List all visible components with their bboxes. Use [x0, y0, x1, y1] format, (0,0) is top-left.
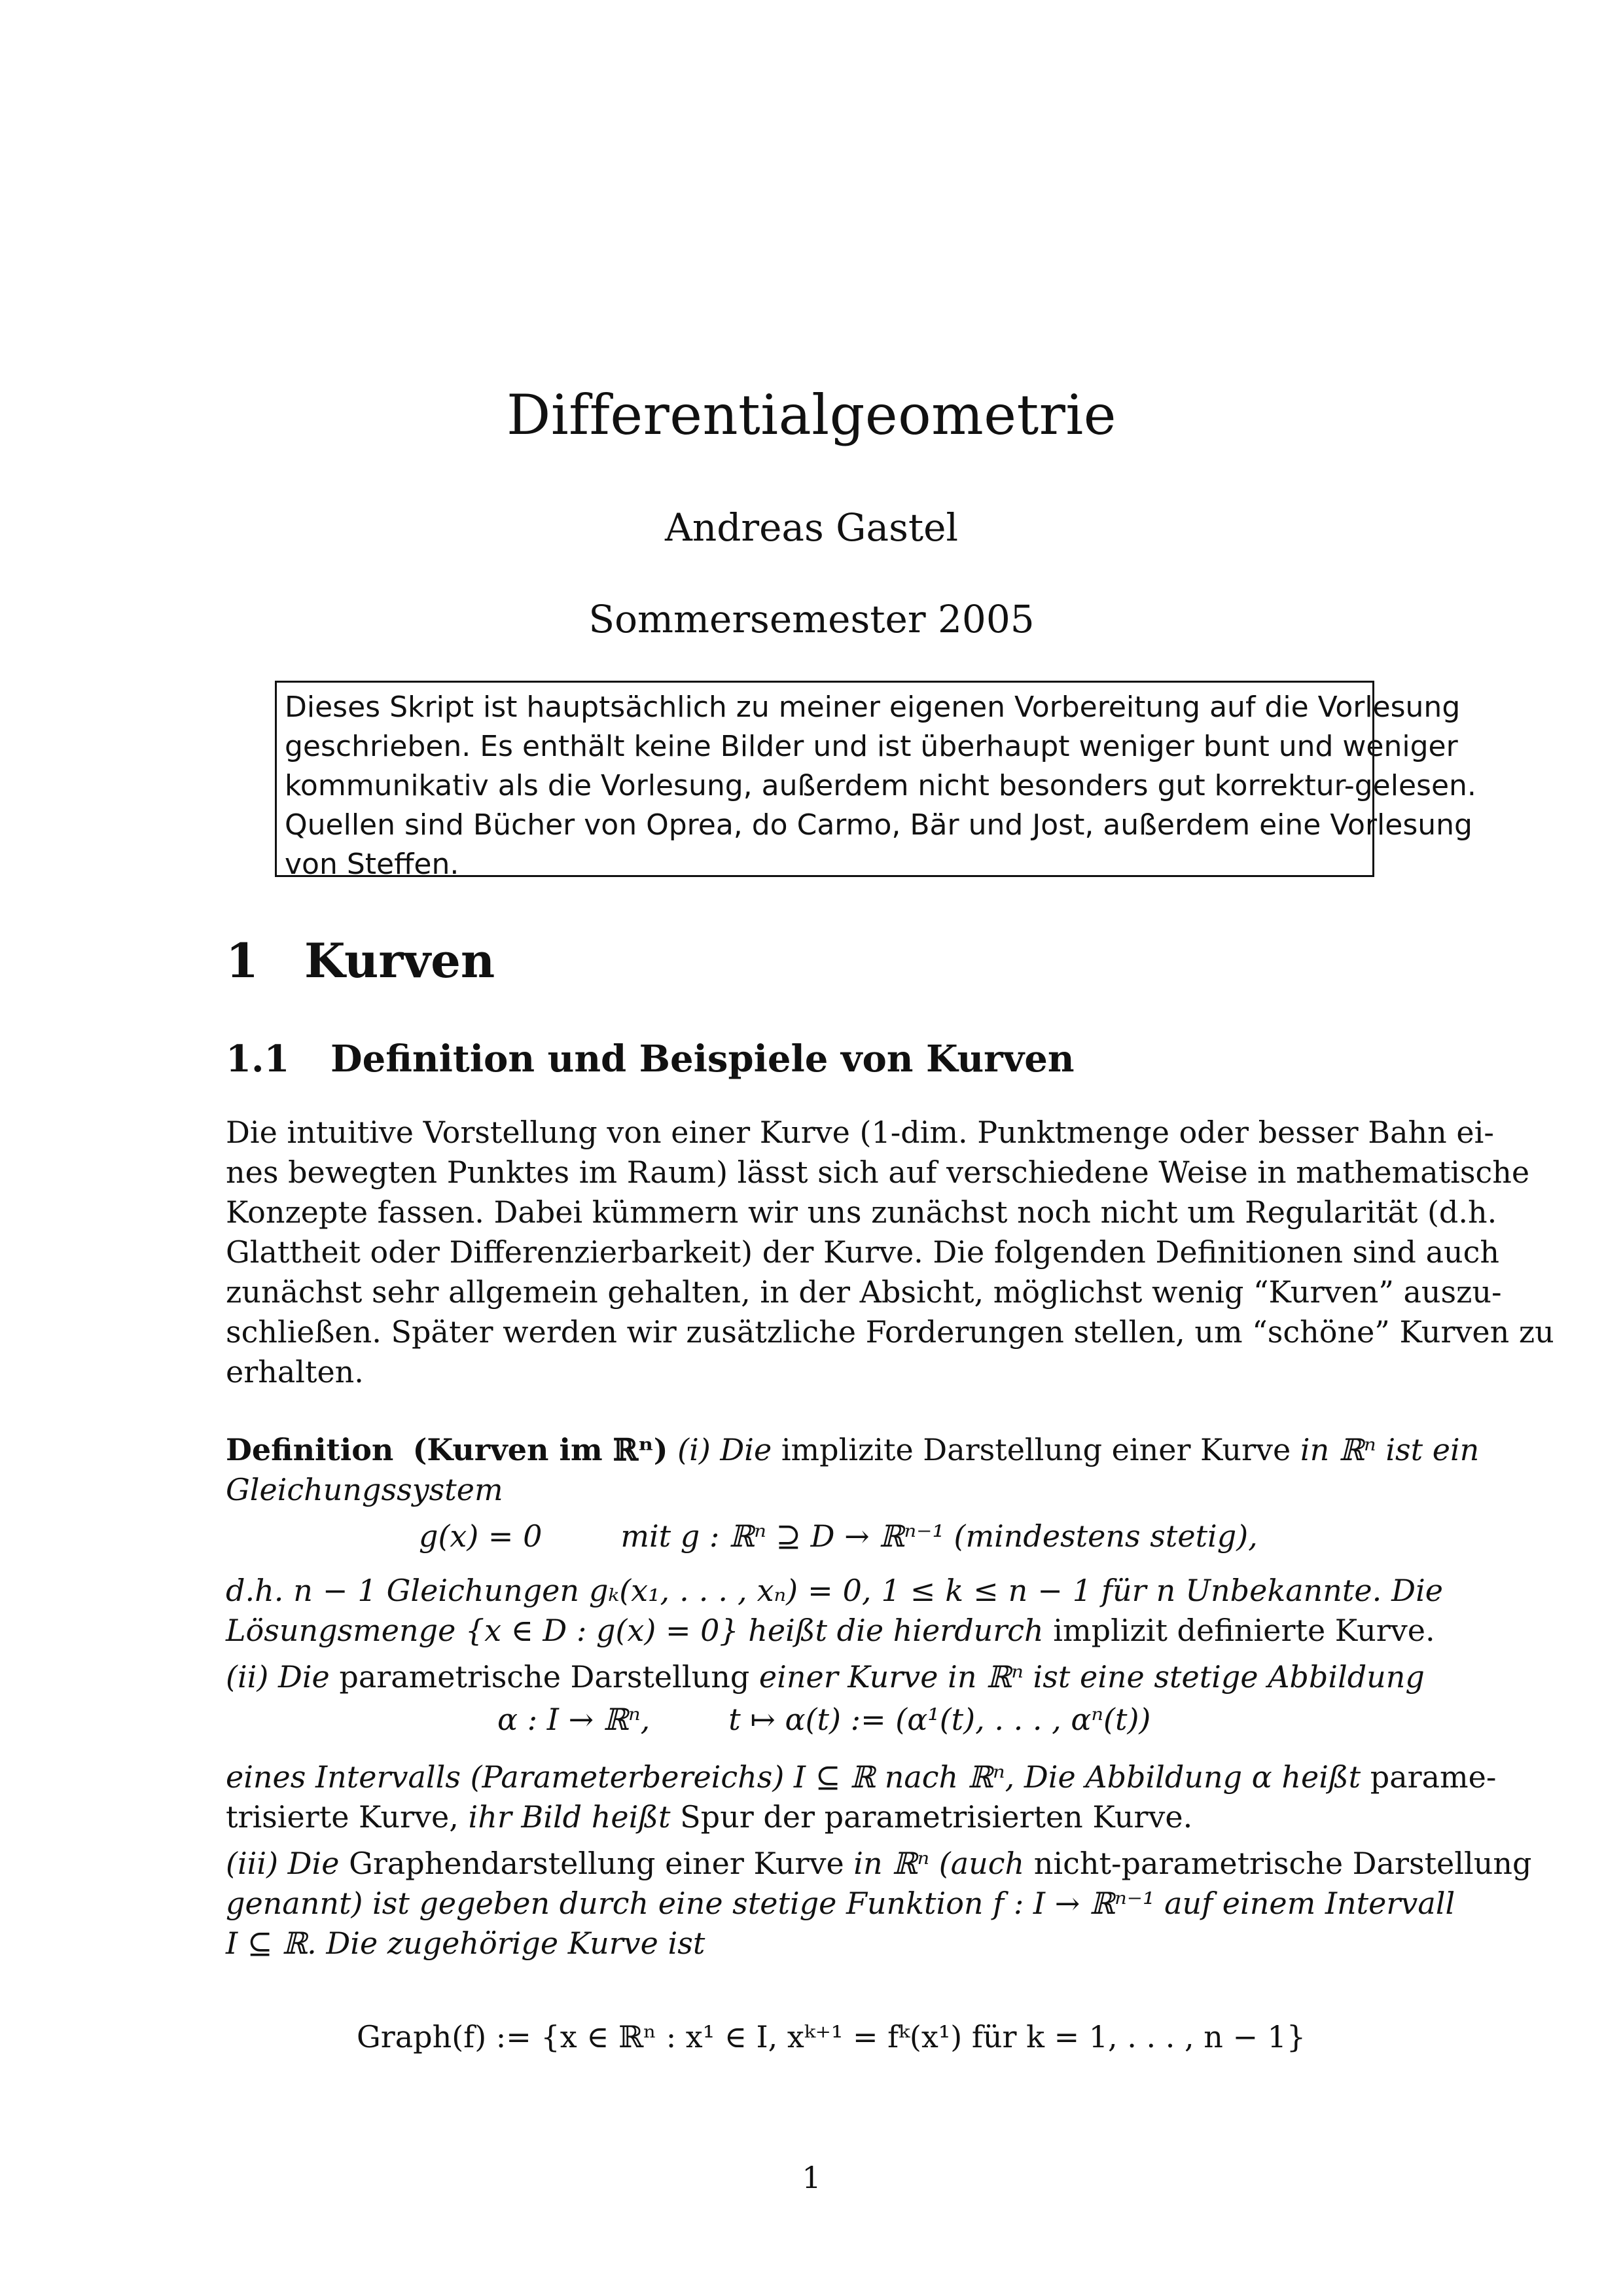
section-number: 1 — [226, 933, 259, 988]
definition-line: trisierte Kurve, ihr Bild heißt Spur der parametrisierten Kurve. — [226, 1799, 1193, 1835]
intro-line: erhalten. — [226, 1354, 364, 1390]
intro-paragraph — [226, 1113, 1554, 1392]
definition-block — [226, 1571, 1443, 1697]
definition-line: I ⊆ ℝ. Die zugehörige Kurve ist — [226, 1926, 705, 1961]
author-name: Andreas Gastel — [664, 505, 959, 550]
preface-line: Dieses Skript ist hauptsächlich zu meiner eigenen Vorbereitung auf die Vorlesung — [285, 691, 1461, 724]
definition-line: genannt) ist gegeben durch eine stetige Funktion f : I → ℝⁿ⁻¹ auf einem Intervall — [226, 1886, 1455, 1921]
equation-graph: Graph(f) := {x ∈ ℝⁿ : x¹ ∈ I, xᵏ⁺¹ = fᵏ(x¹) für k = 1, . . . , n − 1} — [357, 2019, 1306, 2054]
subsection-title: Definition und Beispiele von Kurven — [330, 1037, 1075, 1081]
section-title: Kurven — [304, 933, 495, 988]
preface-line: kommunikativ als die Vorlesung, außerdem nicht besonders gut korrektur-gelesen. — [285, 769, 1476, 802]
preface-line: von Steffen. — [285, 848, 459, 881]
definition-line: Lösungsmenge {x ∈ D : g(x) = 0} heißt die hierdurch implizit definierte Kurve. — [226, 1613, 1435, 1648]
definition-line: d.h. n − 1 Gleichungen gₖ(x₁, . . . , xₙ) = 0, 1 ≤ k ≤ n − 1 für n Unbekannte. Die — [226, 1573, 1443, 1608]
definition-name: (Kurven im ℝⁿ) — [412, 1432, 668, 1467]
intro-line: Glattheit oder Differenzierbarkeit) der Kurve. Die folgenden Definitionen sind auch — [226, 1234, 1500, 1270]
preface-line: geschrieben. Es enthält keine Bilder und ist überhaupt weniger bunt und weniger — [285, 730, 1458, 763]
equation-parametric: α : I → ℝⁿ, t ↦ α(t) := (α¹(t), . . . , αⁿ(t)) — [497, 1702, 1151, 1737]
intro-line: zunächst sehr allgemein gehalten, in der Absicht, möglichst wenig “Kurven” auszu- — [226, 1274, 1502, 1310]
subsection-number: 1.1 — [226, 1037, 290, 1081]
section-heading — [226, 933, 495, 988]
preface-box — [275, 681, 1476, 881]
definition-line: (iii) Die Graphendarstellung einer Kurve in ℝⁿ (auch nicht-parametrische Darstellung — [226, 1846, 1532, 1881]
subsection-heading — [226, 1037, 1075, 1081]
intro-line: schließen. Später werden wir zusätzliche Forderungen stellen, um “schöne” Kurven zu — [226, 1314, 1554, 1350]
definition-line: Definition (Kurven im ℝⁿ) (i) Die implizite Darstellung einer Kurve in ℝⁿ ist ein — [226, 1432, 1480, 1467]
preface-line: Quellen sind Bücher von Oprea, do Carmo, Bär und Jost, außerdem eine Vorlesung — [285, 808, 1472, 842]
definition-line: eines Intervalls (Parameterbereichs) I ⊆ ℝ nach ℝⁿ, Die Abbildung α heißt parame- — [226, 1759, 1497, 1795]
semester-label: Sommersemester 2005 — [588, 597, 1035, 641]
intro-line: Konzepte fassen. Dabei kümmern wir uns zunächst noch nicht um Regularität (d.h. — [226, 1194, 1497, 1230]
definition-block — [226, 1430, 1480, 1510]
intro-line: Die intuitive Vorstellung von einer Kurve (1-dim. Punktmenge oder besser Bahn ei- — [226, 1115, 1494, 1150]
definition-label: Definition — [226, 1432, 394, 1467]
definition-block — [226, 1757, 1532, 1964]
definition-line: (ii) Die parametrische Darstellung einer Kurve in ℝⁿ ist eine stetige Abbildung — [226, 1659, 1425, 1695]
definition-line: Gleichungssystem — [226, 1472, 503, 1507]
intro-line: nes bewegten Punktes im Raum) lässt sich auf verschiedene Weise in mathematische — [226, 1155, 1530, 1190]
page-number: 1 — [802, 2160, 821, 2195]
document-title: Differentialgeometrie — [506, 383, 1117, 447]
equation-implicit: g(x) = 0 mit g : ℝⁿ ⊇ D → ℝⁿ⁻¹ (mindestens stetig), — [419, 1518, 1258, 1554]
